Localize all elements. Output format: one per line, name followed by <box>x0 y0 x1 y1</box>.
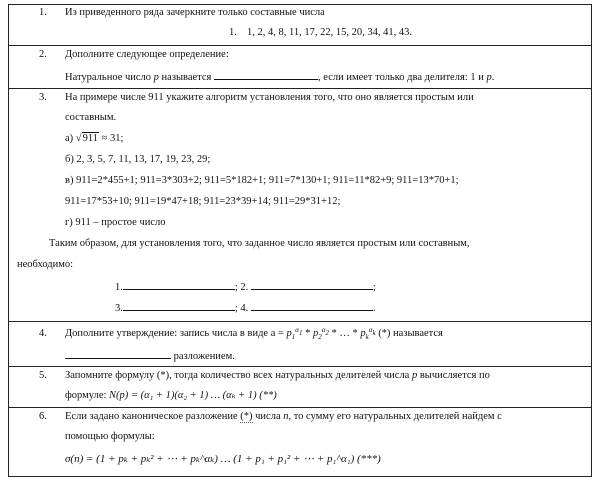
task-6-row <box>9 408 592 477</box>
task-3-conclusion-line2: необходимо: <box>17 259 74 270</box>
factor-p2: $p_2^{\alpha_2}$ <box>312 325 329 342</box>
task-4-blank[interactable] <box>65 348 171 359</box>
task-2-row <box>9 46 592 89</box>
task-3-step-v-line2: 911=17*53+10; 911=19*47+18; 911=23*39+14; 911=29*31+12; <box>65 196 341 207</box>
factor-p1: $p_1^{\alpha_1}$ <box>286 325 303 342</box>
def-before: Натуральное число <box>65 72 152 83</box>
op-1: * <box>305 328 311 339</box>
task-3-number: 3. <box>39 92 47 103</box>
task-4-line2 <box>65 348 235 364</box>
task-1-cell <box>9 5 591 45</box>
step-2-blank[interactable] <box>251 279 373 290</box>
step-2-end: ; <box>372 282 376 293</box>
def-after: , если имеет только два делителя: 1 и <box>318 72 484 83</box>
worksheet-table <box>8 4 592 477</box>
task-4-row <box>9 322 592 367</box>
task-5-number: 5. <box>39 370 47 381</box>
task-4-tag: (*) называется <box>378 328 443 339</box>
task-1-number: 1. <box>39 7 47 18</box>
task-3-text-line1: На примере числе 911 укажите алгоритм установления того, что оно является простым или <box>65 92 474 103</box>
def-var: p <box>153 72 159 83</box>
task-1-row <box>9 5 592 46</box>
task-2-cell <box>9 46 591 88</box>
step-a-rest: ≈ 31; <box>101 133 124 144</box>
op-2: * … * <box>331 328 358 339</box>
def-blank[interactable] <box>214 69 318 80</box>
task-3-steps-row1 <box>115 279 376 295</box>
step-a-label: а) <box>65 133 74 144</box>
task-5-formula-line <box>65 389 277 403</box>
task-4-text-before: Дополните утверждение: запись числа в виде a = <box>65 328 284 339</box>
task-5-cell <box>9 367 591 407</box>
task-6-formula: σ(n) = (1 + pₖ + pₖ² + ⋯ + pₖ^αₖ) … (1 + p₁ + p₁² + ⋯ + p₁^α₁) (***) <box>65 453 381 465</box>
task-5-text-line1-end: вычисляется по <box>419 370 490 381</box>
def-end: . <box>491 72 495 83</box>
step-4-end: . <box>372 303 376 314</box>
task-2-number: 2. <box>39 49 47 60</box>
task-1-text: Из приведенного ряда зачеркните только составные числа <box>65 7 325 18</box>
task-6-text-mid: числа <box>255 411 281 422</box>
step-4-blank[interactable] <box>251 300 373 311</box>
task-5-formula: N(p) = (α₁ + 1)(α₂ + 1) … (αₖ + 1) (**) <box>109 390 277 401</box>
task-6-text <box>65 410 502 424</box>
task-5-formula-label: формуле: <box>65 390 107 401</box>
task-4-cell <box>9 322 591 366</box>
task-3-text-line2: составным. <box>65 112 117 123</box>
task-2-text: Дополните следующее определение: <box>65 49 229 60</box>
task-4-line2-end: разложением. <box>173 351 235 362</box>
step-3-label: 3. <box>115 303 123 314</box>
sqrt-radicand: 911 <box>82 133 98 144</box>
task-3-step-v-line1: в) 911=2*455+1; 911=3*303+2; 911=5*182+1; 911=7*130+1; 911=11*82+9; 911=13*70+1; <box>65 175 459 186</box>
task-6-var: n <box>283 411 289 422</box>
task-6-cell <box>9 408 591 476</box>
task-4-number: 4. <box>39 328 47 339</box>
task-1-sequence: 1, 2, 4, 8, 11, 17, 22, 15, 20, 34, 41, 43. <box>247 27 412 38</box>
task-6-text-after: , то сумму его натуральных делителей найдем с <box>288 411 502 422</box>
task-3-step-g: г) 911 – простое число <box>65 217 166 228</box>
task-6-marker: (*) <box>240 411 253 422</box>
task-3-step-b: б) 2, 3, 5, 7, 11, 13, 17, 19, 23, 29; <box>65 154 211 165</box>
task-3-conclusion-line1: Таким образом, для установления того, что заданное число является простым или составным, <box>49 238 470 249</box>
def-mid: называется <box>161 72 212 83</box>
step-1-blank[interactable] <box>123 279 235 290</box>
task-5-text-line1: Запомните формулу (*), тогда количество всех натуральных делителей числа <box>65 370 410 381</box>
sqrt-symbol: √ <box>75 133 82 144</box>
factor-pk: $p_k^{\alpha_k}$ <box>360 325 376 342</box>
task-6-text-line2: помощью формулы: <box>65 431 155 442</box>
step-3-blank[interactable] <box>123 300 235 311</box>
task-5-text <box>65 369 490 383</box>
task-3-steps-row2 <box>115 300 376 316</box>
step-2-label: ; 2. <box>234 282 249 293</box>
task-3-cell <box>9 89 591 321</box>
task-6-number: 6. <box>39 411 47 422</box>
task-1-subnumber: 1. <box>229 27 237 38</box>
task-6-text-before: Если задано каноническое разложение <box>65 411 238 422</box>
task-3-row <box>9 89 592 322</box>
step-4-label: ; 4. <box>234 303 249 314</box>
task-2-definition <box>65 69 494 85</box>
def-end-var: p <box>486 72 492 83</box>
task-5-var: p <box>411 370 418 381</box>
task-3-step-a <box>65 132 123 146</box>
task-4-statement <box>65 327 443 341</box>
task-5-row <box>9 367 592 408</box>
step-1-label: 1. <box>115 282 123 293</box>
